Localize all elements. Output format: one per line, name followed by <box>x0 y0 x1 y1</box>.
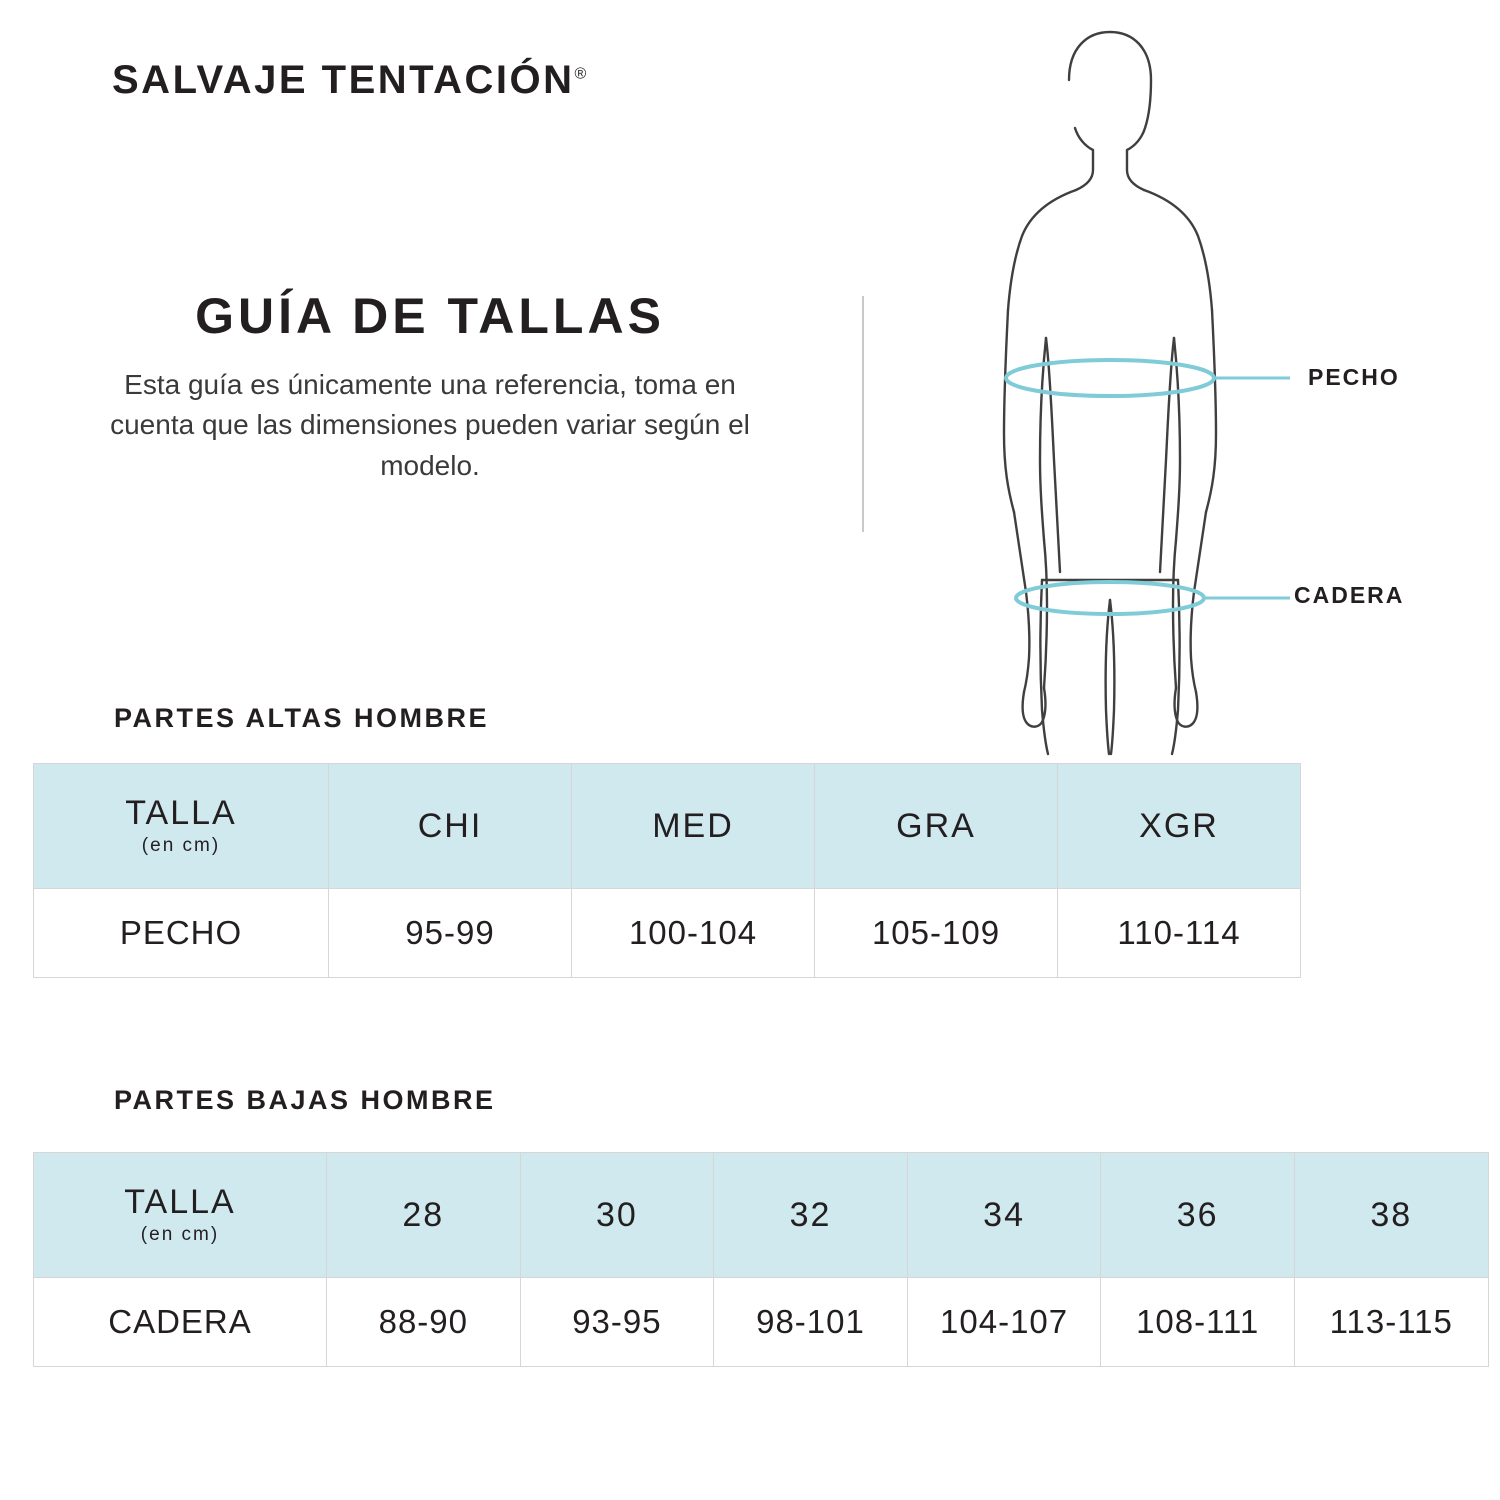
table-header-size: 32 <box>714 1153 908 1278</box>
intro-block <box>80 290 780 486</box>
table-cell: 105-109 <box>815 889 1058 978</box>
table-header-size: 28 <box>327 1153 521 1278</box>
table-cell: 95-99 <box>329 889 572 978</box>
table-cell: 110-114 <box>1058 889 1301 978</box>
talla-unit: (en cm) <box>141 834 221 856</box>
table-cell: 93-95 <box>520 1278 714 1367</box>
table-cell: 88-90 <box>327 1278 521 1367</box>
table-row <box>34 1278 1489 1367</box>
table-header-size: GRA <box>815 764 1058 889</box>
table-header-size: CHI <box>329 764 572 889</box>
table-header-size: MED <box>572 764 815 889</box>
talla-label: TALLA <box>124 1183 236 1222</box>
table-header-row <box>34 1153 1489 1278</box>
figure-label-hip: CADERA <box>1294 582 1405 608</box>
table-header-size: 38 <box>1294 1153 1488 1278</box>
table-cell: 108-111 <box>1101 1278 1295 1367</box>
vertical-divider <box>862 296 864 532</box>
table-header-talla <box>34 764 329 889</box>
table-header-row <box>34 764 1301 889</box>
table-header-size: 34 <box>907 1153 1101 1278</box>
table-row <box>34 889 1301 978</box>
table-cell: 98-101 <box>714 1278 908 1367</box>
table-header-size: 36 <box>1101 1153 1295 1278</box>
table-header-size: 30 <box>520 1153 714 1278</box>
talla-unit: (en cm) <box>140 1223 220 1245</box>
row-label: PECHO <box>34 889 329 978</box>
figure-label-chest: PECHO <box>1308 364 1400 390</box>
body-figure-illustration <box>930 20 1290 760</box>
page-title: GUÍA DE TALLAS <box>195 288 665 344</box>
brand-title <box>112 58 586 103</box>
section-heading-lower: PARTES BAJAS HOMBRE <box>114 1085 496 1115</box>
row-label: CADERA <box>34 1278 327 1367</box>
size-table-lower <box>33 1152 1489 1367</box>
table-cell: 104-107 <box>907 1278 1101 1367</box>
registered-mark: ® <box>574 65 587 83</box>
table-cell: 100-104 <box>572 889 815 978</box>
talla-label: TALLA <box>125 794 237 833</box>
size-table-upper <box>33 763 1301 978</box>
intro-description: Esta guía es únicamente una referencia, toma en cuenta que las dimensiones pueden variar según el modelo. <box>110 368 750 481</box>
section-heading-upper: PARTES ALTAS HOMBRE <box>114 703 489 733</box>
table-header-size: XGR <box>1058 764 1301 889</box>
brand-name: SALVAJE TENTACIÓN <box>112 58 575 102</box>
table-cell: 113-115 <box>1294 1278 1488 1367</box>
table-header-talla <box>34 1153 327 1278</box>
